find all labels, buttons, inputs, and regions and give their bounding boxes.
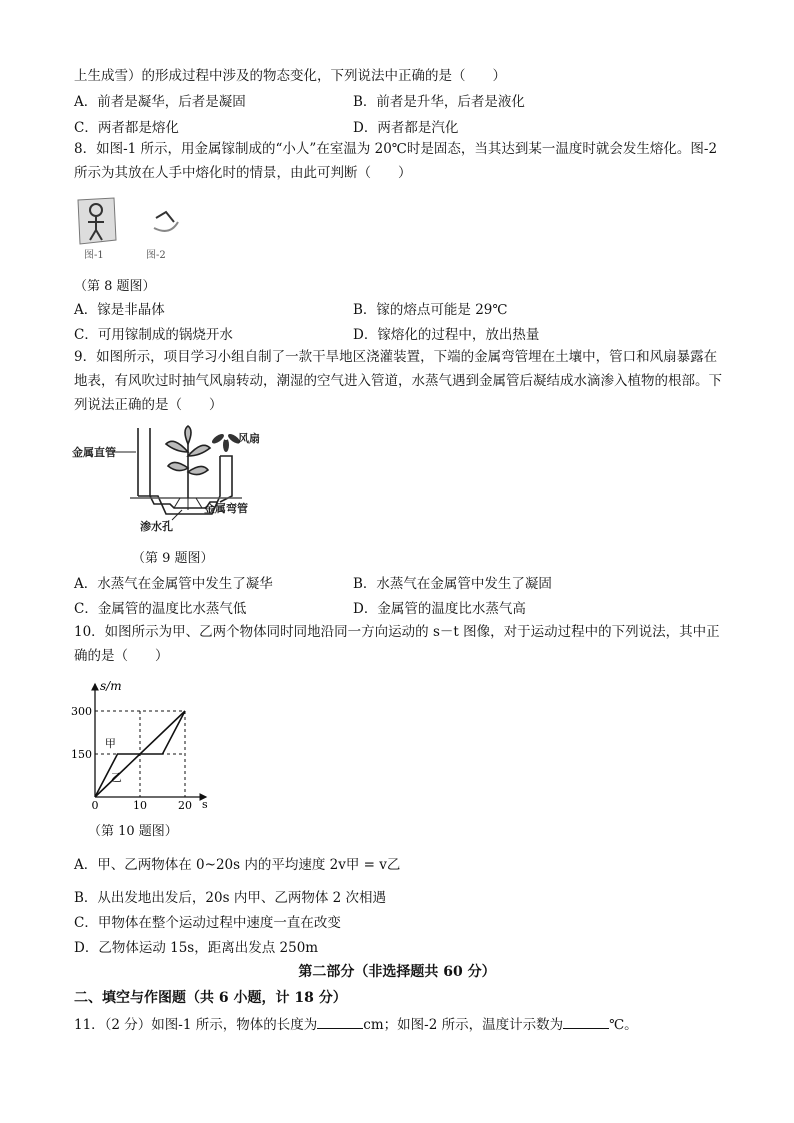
q7-option-a: A．前者是凝华，后者是凝固 xyxy=(74,94,246,110)
q7-stem-tail: 上生成雪）的形成过程中涉及的物态变化，下列说法中正确的是（ ） xyxy=(74,68,506,84)
q8-option-a: A．镓是非晶体 xyxy=(74,302,165,318)
q10-option-a: A．甲、乙两物体在 0~20s 内的平均速度 2v甲 = v乙 xyxy=(74,857,401,873)
y-axis-label: s/m xyxy=(100,679,122,693)
q11-blank-length[interactable] xyxy=(317,1014,363,1029)
q11-text-a: 11．（2 分）如图-1 所示，物体的长度为 xyxy=(74,1017,318,1033)
x-axis-label: s xyxy=(202,798,208,811)
q9-caption: （第 9 题图） xyxy=(132,551,214,566)
q7-option-d: D．两者都是汽化 xyxy=(353,120,459,136)
q11-blank-temperature[interactable] xyxy=(563,1014,609,1029)
label-fan: 风扇 xyxy=(238,432,260,445)
q8-option-b: B．镓的熔点可能是 29℃ xyxy=(353,302,508,318)
q9-stem: 9．如图所示，项目学习小组自制了一款干旱地区浇灌装置，下端的金属弯管埋在土壤中，管口和风扇暴露在地表，有风吹过时抽气风扇转动，潮湿的空气进入管道，水蒸气遇到金属管后凝结成水滴渗入植物的根部。下列说法正确的是（ ） xyxy=(74,349,722,413)
straight-pipe xyxy=(138,428,150,496)
section-heading: 二、填空与作图题（共 6 小题，计 18 分） xyxy=(74,990,347,1006)
q9-figure xyxy=(70,422,290,534)
label-straight-pipe: 金属直管 xyxy=(72,446,116,459)
q8-option-d: D．镓熔化的过程中，放出热量 xyxy=(353,327,540,343)
x-tick-label-0: 0 xyxy=(91,799,99,811)
fan-icon xyxy=(211,432,242,452)
label-bent-pipe: 金属弯管 xyxy=(204,502,248,515)
q10-option-b: B．从出发地出发后，20s 内甲、乙两物体 2 次相遇 xyxy=(74,890,386,906)
q10-option-c: C．甲物体在整个运动过程中速度一直在改变 xyxy=(74,915,341,931)
q9-option-c: C．金属管的温度比水蒸气低 xyxy=(74,601,247,617)
y-tick-label-300: 300 xyxy=(71,705,92,718)
q8-figure xyxy=(74,192,194,264)
x-tick-label-10: 10 xyxy=(133,799,147,811)
q8-caption: （第 8 题图） xyxy=(74,279,156,294)
q10-st-chart xyxy=(70,676,220,811)
q8-fig2-label: 图-2 xyxy=(146,250,166,261)
q9-option-b: B．水蒸气在金属管中发生了凝固 xyxy=(353,576,552,592)
q8-stem: 8．如图-1 所示，用金属镓制成的“小人”在室温为 20℃时是固态，当其达到某一温度时就会发生熔化。图-2 所示为其放在人手中熔化时的情景，由此可判断（ ） xyxy=(74,141,718,181)
q11-text-b: cm；如图-2 所示，温度计示数为 xyxy=(363,1017,564,1033)
gallium-figurine-image xyxy=(78,198,178,244)
q10-stem: 10．如图所示为甲、乙两个物体同时同地沿同一方向运动的 s－t 图像，对于运动过程中的下列说法，其中正确的是（ ） xyxy=(74,624,720,664)
q9-option-d: D．金属管的温度比水蒸气高 xyxy=(353,601,526,617)
q8-option-c: C．可用镓制成的锅烧开水 xyxy=(74,327,233,343)
label-seep-hole: 渗水孔 xyxy=(140,520,173,533)
series-label-jia: 甲 xyxy=(104,736,116,750)
y-tick-label-150: 150 xyxy=(71,748,92,761)
q7-option-b: B．前者是升华，后者是液化 xyxy=(353,94,525,110)
q11-text-c: ℃。 xyxy=(609,1017,638,1033)
q7-option-c: C．两者都是熔化 xyxy=(74,120,179,136)
q10-option-d: D．乙物体运动 15s，距离出发点 250m xyxy=(74,940,319,956)
series-label-yi: 乙 xyxy=(110,771,122,785)
part2-heading: 第二部分（非选择题共 60 分） xyxy=(298,964,496,980)
q10-caption: （第 10 题图） xyxy=(88,824,178,839)
q9-option-a: A．水蒸气在金属管中发生了凝华 xyxy=(74,576,273,592)
q8-fig1-label: 图-1 xyxy=(84,250,104,261)
x-tick-label-20: 20 xyxy=(178,799,192,811)
q11-stem xyxy=(74,1013,638,1033)
